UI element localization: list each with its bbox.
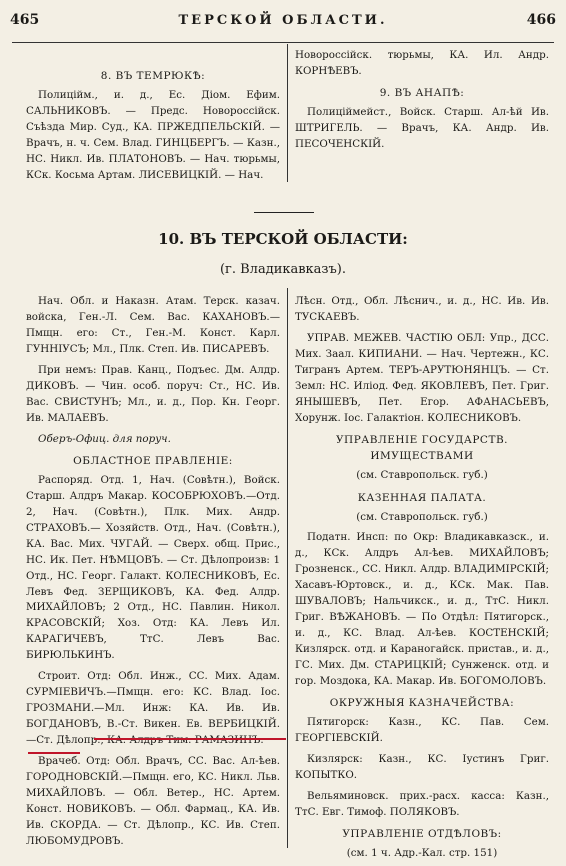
section-title-department-admin: УПРАВЛЕНІЕ ОТДѢЛОВЪ: (342, 827, 502, 840)
main-section-subtitle: (г. Владикавказъ). (219, 262, 346, 277)
page-header (10, 12, 556, 38)
running-title: ТЕРСКОЙ ОБЛАСТИ. (178, 13, 388, 28)
officer-paragraph: Оберъ-Офиц. для поруч. (38, 432, 171, 445)
section-title-state-property: УПРАВЛЕНІЕ ГОСУДАРСТВ. ИМУЩЕСТВАМИ (335, 433, 509, 462)
state-property-note: (см. Ставропольск. губ.) (356, 469, 488, 482)
oblast-board-paragraph: Распоряд. Отд. 1, Нач. (Совѣтн.), Войск. Старш. Алдръ Макар. КОСОБРЮХОВЪ.—Отд. 2, Нач. (Совѣтн.), Плк. Мих. Андр. СТРАХОВЪ.— Хозяйств. Отд., Нач. (Совѣтн.), КА. Вас. Мих. ЧУГАЙ. — Сверх. общ. Прис., НС. Ик. Пет. НѢМЦОВЪ. — Ст. Дѣлопроизв: 1 Отд., НС. Георг. Галакт. КОЛЕСНИКОВЪ, Ес. Левъ Фед. ЗЕРЩИКОВЪ, КА. Фед. Алдр. МИХАЙЛОВЪ; 2 Отд., НС. Павлин. Никол. КРАСОВСКІЙ; Хоз. Отд: КА. Левъ Ил. КАРАГИЧЕВЪ, ТтС. Левъ Вас. БИРЮЛЬКИНЪ. (26, 473, 280, 662)
header-rule (12, 42, 554, 43)
page-number-right: 466 (526, 12, 556, 28)
main-section-title: 10. ВЪ ТЕРСКОЙ ОБЛАСТИ: (158, 230, 408, 248)
section-title-oblast-board: ОБЛАСТНОЕ ПРАВЛЕНІЕ: (73, 454, 233, 467)
anapa-section (295, 48, 549, 158)
column-divider-top (287, 44, 288, 182)
red-underline-1 (94, 738, 286, 740)
column-divider-main (287, 288, 288, 848)
forestry-paragraph: Лѣсн. Отд., Обл. Лѣснич., и. д., НС. Ив. Ив. ТУСКАЕВЪ. (295, 295, 549, 323)
ataman-paragraph: Нач. Обл. и Наказн. Атам. Терск. казач. войска, Ген.-Л. Сем. Вас. КАХАНОВЪ.—Пмщн. его: Ст., Ген.-М. Конст. Карл. ГУННІУСЪ; Мл., Плк. Степ. Ив. ПИСАРЕВЪ. (26, 295, 280, 355)
kizlyar-paragraph: Кизлярск: Казн., КС. Іустинъ Григ. КОПЫТКО. (295, 753, 549, 781)
department-admin-note: (см. 1 ч. Адр.-Кал. стр. 151) (346, 847, 498, 860)
temryuk-paragraph: Полиційм., и. д., Ес. Діом. Ефим. САЛЬНИКОВЪ. — Предс. Новороссійск. Съѣзда Мир. Суд., КА. ПРЖЕДПЕЛЬСКІЙ. — Врачъ, н. ч. Сем. Влад. ГИНЦБЕРГЪ. — Казн., НС. Никл. Ив. ПЛАТОНОВЪ. — Нач. тюрьмы, КСк. Косьма Артам. ЛИСЕВИЦКІЙ. — Нач. (26, 89, 280, 182)
tax-inspectors-paragraph: Податн. Инсп: по Окр: Владикавказск., и. д., КСк. Алдръ Ал-ѣев. МИХАЙЛОВЪ; Грозненск., СС. Никл. Алдр. ВЛАДИМІРСКІЙ; Хасавъ-Юртовск., и. д., КСк. Мак. Пав. ШУВАЛОВЪ; Нальчикск., и. д., ТтС. Никл. Григ. ВѢЖАНОВЪ. — По Отдѣл: Пятигорск., и. д., КС. Влад. Ал-ѣев. КОСТЕНСКІЙ; Кизлярск. отд. и Караногайск. пристав., и. д., ГС. Мих. Дм. СТАРИЦКІЙ; Сунженск. отд. и гор. Моздока, КА. Макар. Ив. БОГОМОЛОВЪ. (295, 531, 549, 687)
construction-paragraph: Строит. Отд: Обл. Инж., СС. Мих. Адам. СУРМІЕВИЧЪ.—Пмщн. его: КС. Влад. Іос. ГРОЗМАНИ.—Мл. Инж: КА. Ив. Ив. БОГДАНОВЪ, В.-Ст. Викен. Ев. ВЕРБИЦКІЙ.—Ст. Дѣлопр., КА. Алдръ Тим. РАМАЗИНЪ. (26, 670, 280, 747)
section-title-treasury: КАЗЕННАЯ ПАЛАТА. (357, 492, 487, 505)
terek-right-column (295, 294, 549, 862)
medical-paragraph: Врачеб. Отд: Обл. Врачъ, СС. Вас. Ал-ѣев. ГОРОДНОВСКІЙ.—Пмщн. его, КС. Никл. Льв. МИХАЙЛОВЪ. — Обл. Ветер., НС. Артем. Конст. НОВИКОВЪ. — Обл. Фармац., КА. Ив. Ив. СКОРДА. — Ст. Дѣлопр., КС. Ив. Степ. ЛЮБОМУДРОВЪ. (26, 755, 280, 847)
velyaminovsk-paragraph: Вельяминовск. прих.-расх. касса: Казн., ТтС. Евг. Тимоф. ПОЛЯКОВЪ. (295, 789, 549, 818)
land-survey-paragraph: УПРАВ. МЕЖЕВ. ЧАСТІЮ ОБЛ: Упр., ДСС. Мих. Заал. КИПИАНИ. — Нач. Чертежн., КС. Тигранъ Артем. ТЕРЪ-АРУТЮНЯНЦЪ. — Ст. Земл: НС. Иліод. Фед. ЯКОВЛЕВЪ, Пет. Григ. ЯНЫШЕВЪ, Пет. Егор. АФАНАСЬЕВЪ, Хорунж. Іос. Галактіон. КОЛЕСНИКОВЪ. (295, 331, 549, 424)
terek-left-column (26, 294, 280, 855)
red-underline-2 (28, 752, 80, 754)
chancellery-paragraph: При немъ: Прав. Канц., Подъес. Дм. Алдр. ДИКОВЪ. — Чин. особ. поруч: Ст., НС. Ив. Вас. СВИСТУНЪ; Мл., и. д., Пор. Кн. Георг. Ив. МАЛАЕВЪ. (26, 363, 280, 424)
page-number-left: 465 (10, 12, 40, 28)
section-title-temryuk: 8. ВЪ ТЕМРЮКѢ: (100, 70, 206, 82)
novorossiysk-prison-paragraph: Новороссійск. тюрьмы, КА. Ил. Андр. КОРНѢЕВЪ. (295, 49, 549, 77)
section-title-anapa: 9. ВЪ АНАПѢ: (379, 86, 465, 99)
section-separator-rule (254, 212, 314, 213)
section-title-district-treasuries: ОКРУЖНЫЯ КАЗНАЧЕЙСТВА: (329, 696, 515, 709)
treasury-note: (см. Ставропольск. губ.) (356, 511, 488, 524)
anapa-paragraph: Полиціймейст., Войск. Старш. Ал-ѣй Ив. ШТРИГЕЛЬ. — Врачъ, КА. Андр. Ив. ПЕСОЧЕНСКІЙ. (295, 106, 549, 151)
pyatigorsk-paragraph: Пятигорск: Казн., КС. Пав. Сем. ГЕОРГІЕВСКІЙ. (295, 716, 549, 745)
temryuk-section (26, 66, 280, 189)
